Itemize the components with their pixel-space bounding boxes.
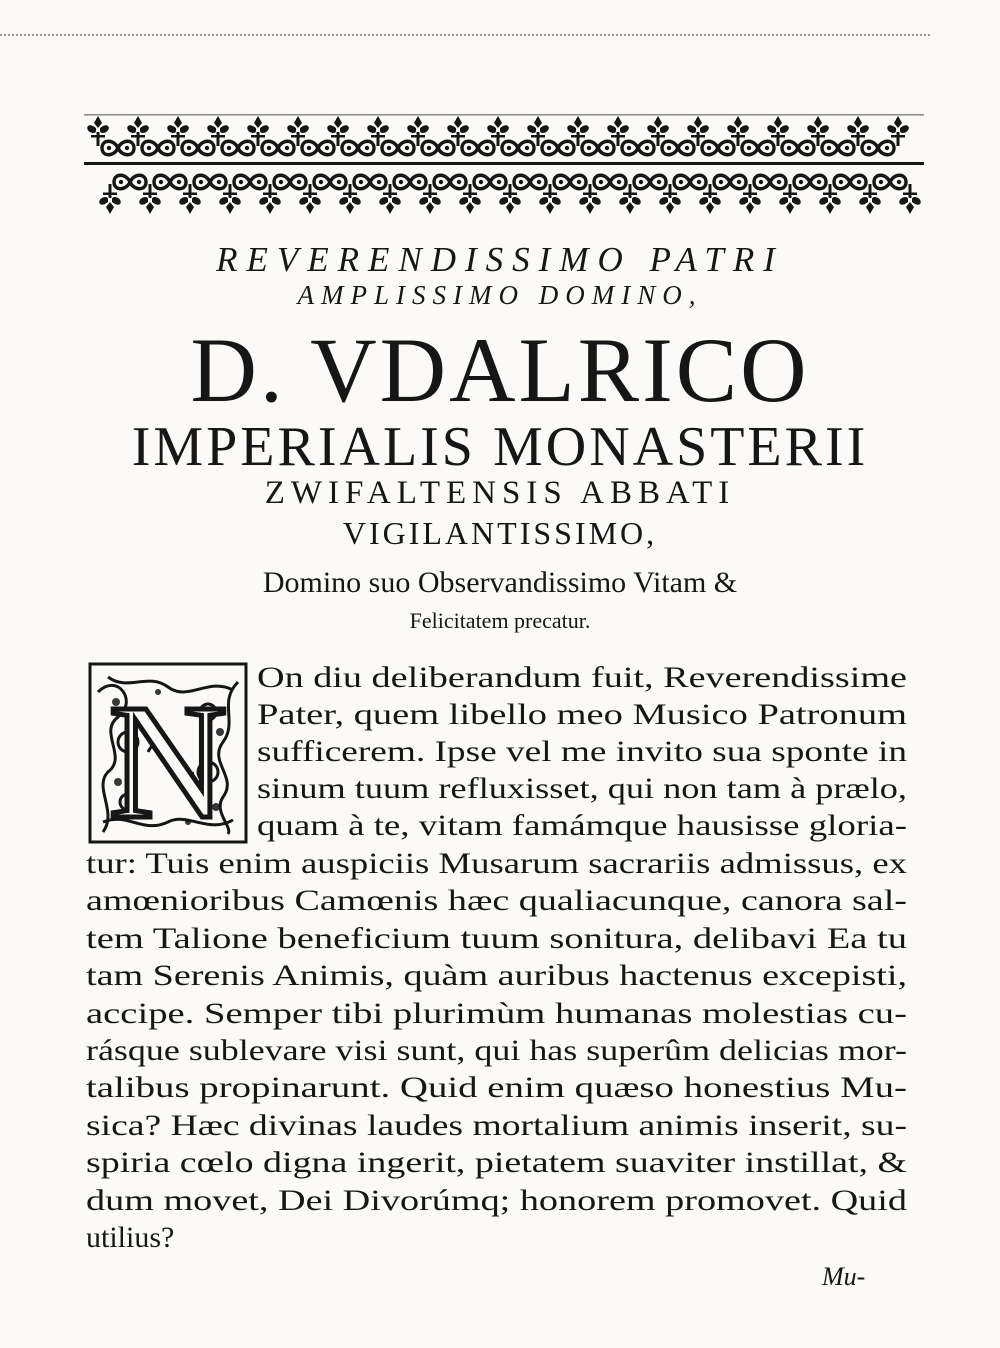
salutation-line-2: Felicitatem precatur. [409,608,591,633]
decorated-initial-icon [88,662,248,844]
body-line-7: amœnioribus Camœnis hæc qualiacunque, canora sal- [86,884,908,917]
body-line-14: spiria cœlo digna ingerit, pietatem suaviter instillat, & [86,1146,908,1179]
body-line-9: tam Serenis Animis, quàm auribus hactenus excepisti, [86,959,907,992]
heading-line-1: REVERENDISSIMO PATRI [216,240,784,279]
body-line-13: sica? Hæc divinas laudes mortalium animis inserit, su- [86,1109,907,1142]
body-line-10: accipe. Semper tibi plurimùm humanas molestias cu- [86,997,907,1030]
heading-line-6: VIGILANTISSIMO, [342,515,658,551]
body-line-1: On diu deliberandum fuit, Reverendissime [257,661,907,694]
salutation-line-1: Domino suo Observandissimo Vitam & [262,566,738,599]
body-line-4: sinum tuum refluxisset, qui non tam à prælo, [257,772,907,805]
initial-letter: N [108,670,228,844]
body-line-15: dum movet, Dei Divorúmq; honorem promovet. Quid [86,1184,907,1217]
body-line-11: rásque sublevare visi sunt, qui has superûm delicias mor- [86,1034,907,1067]
heading-line-5: ZWIFALTENSIS ABBATI [264,475,736,511]
scan-edge-line [0,34,930,36]
body-line-12: talibus propinarunt. Quid enim quæso honestius Mu- [86,1071,908,1104]
body-line-8: tem Talione beneficium tuum sonitura, delibavi Ea tu [86,922,907,955]
body-line-6: tur: Tuis enim auspiciis Musarum sacrariis admissus, ex [86,847,907,880]
ornament-band-icon [84,112,924,218]
heading-line-2: AMPLISSIMO DOMINO, [297,280,703,310]
body-line-2: Pater, quem libello meo Musico Patronum [257,698,907,731]
heading-line-4: IMPERIALIS MONASTERII [131,416,869,478]
body-line-3: sufficerem. Ipse vel me invito sua sponte in [257,735,907,768]
heading-name: D. VDALRICO [190,319,810,421]
body-line-16: utilius? [86,1221,175,1254]
body-line-5: quam à te, vitam famámque hausisse gloria- [257,809,907,842]
catchword: Mu- [822,1262,866,1291]
